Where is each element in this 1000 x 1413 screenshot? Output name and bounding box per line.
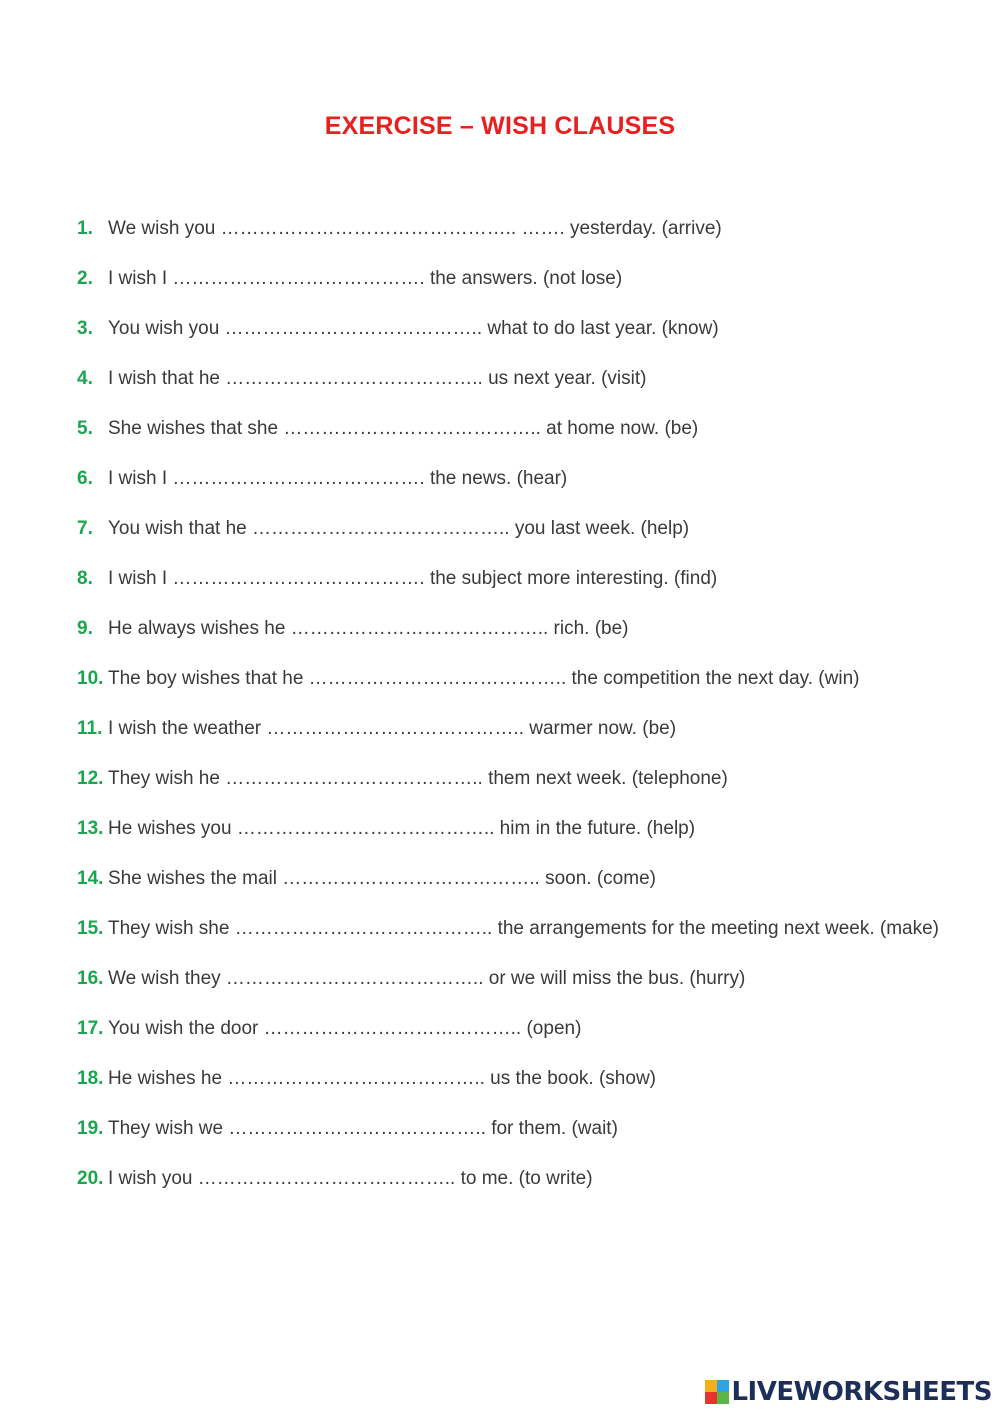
item-sentence bbox=[108, 912, 939, 962]
exercise-item bbox=[77, 462, 977, 512]
sentence-start: You wish that he bbox=[108, 518, 253, 539]
item-sentence bbox=[108, 212, 722, 262]
sentence-end: to me. (to write) bbox=[455, 1168, 593, 1189]
sentence-end: soon. (come) bbox=[539, 868, 656, 889]
answer-blank[interactable]: …………………………………. bbox=[172, 268, 425, 289]
sentence-start: I wish I bbox=[108, 568, 173, 589]
sentence-start: I wish I bbox=[108, 468, 173, 489]
sentence-end: the subject more interesting. (find) bbox=[424, 568, 718, 589]
answer-blank[interactable]: ………………………………….. bbox=[227, 1068, 485, 1089]
answer-blank[interactable]: ………………………………….. bbox=[197, 1168, 456, 1189]
exercise-item bbox=[77, 262, 977, 312]
answer-blank[interactable]: ………………………………….. bbox=[225, 368, 483, 389]
answer-blank[interactable]: ………………………………….. bbox=[266, 718, 524, 739]
item-number: 15. bbox=[77, 918, 104, 939]
liveworksheets-logo-icon bbox=[705, 1380, 729, 1404]
sentence-start: I wish that he bbox=[108, 368, 226, 389]
item-number: 6. bbox=[77, 468, 93, 489]
item-number: 19. bbox=[77, 1118, 104, 1139]
item-number: 13. bbox=[77, 818, 104, 839]
answer-blank[interactable]: ………………………………….. bbox=[283, 418, 541, 439]
sentence-end: (open) bbox=[521, 1018, 582, 1039]
sentence-end: for them. (wait) bbox=[485, 1118, 618, 1139]
exercise-item bbox=[77, 1112, 977, 1162]
logo-tile-blue bbox=[717, 1380, 729, 1392]
sentence-start: He wishes he bbox=[108, 1068, 228, 1089]
sentence-start: We wish they bbox=[108, 968, 226, 989]
item-sentence bbox=[108, 1062, 656, 1112]
exercise-item bbox=[77, 562, 977, 612]
exercise-item bbox=[77, 212, 977, 262]
sentence-start: She wishes that she bbox=[108, 418, 284, 439]
sentence-start: They wish he bbox=[108, 768, 226, 789]
sentence-end: or we will miss the bus. (hurry) bbox=[483, 968, 746, 989]
item-number: 11. bbox=[77, 718, 103, 739]
exercise-item bbox=[77, 662, 977, 712]
exercise-item bbox=[77, 762, 977, 812]
item-number: 9. bbox=[77, 618, 93, 639]
exercise-list bbox=[77, 212, 977, 1212]
item-sentence bbox=[108, 812, 695, 862]
sentence-end: the competition the next day. (win) bbox=[566, 668, 860, 689]
item-number: 17. bbox=[77, 1018, 104, 1039]
exercise-item bbox=[77, 312, 977, 362]
answer-blank[interactable]: ………………………………….. bbox=[228, 1118, 486, 1139]
item-number: 12. bbox=[77, 768, 104, 789]
exercise-item bbox=[77, 512, 977, 562]
exercise-item bbox=[77, 712, 977, 762]
item-number: 8. bbox=[77, 568, 93, 589]
item-sentence bbox=[108, 1112, 618, 1162]
exercise-item bbox=[77, 362, 977, 412]
exercise-item bbox=[77, 1012, 977, 1062]
answer-blank[interactable]: …………………………………. bbox=[172, 468, 425, 489]
exercise-item bbox=[77, 812, 977, 862]
item-sentence bbox=[108, 412, 698, 462]
answer-blank[interactable]: ………………………………….. bbox=[224, 318, 483, 339]
sentence-start: You wish the door bbox=[108, 1018, 264, 1039]
exercise-item bbox=[77, 412, 977, 462]
answer-blank[interactable]: …………………………………. bbox=[172, 568, 425, 589]
exercise-item bbox=[77, 962, 977, 1012]
answer-blank[interactable]: ………………………………….. bbox=[252, 518, 510, 539]
sentence-end: us the book. (show) bbox=[484, 1068, 656, 1089]
sentence-end: the arrangements for the meeting next week. (make) bbox=[492, 918, 940, 939]
exercise-item bbox=[77, 912, 977, 962]
exercise-item bbox=[77, 862, 977, 912]
item-sentence bbox=[108, 1162, 593, 1212]
exercise-item bbox=[77, 1062, 977, 1112]
item-sentence bbox=[108, 362, 646, 412]
item-sentence bbox=[108, 312, 719, 362]
item-number: 10. bbox=[77, 668, 104, 689]
item-sentence bbox=[108, 1012, 581, 1062]
item-number: 16. bbox=[77, 968, 104, 989]
sentence-start: The boy wishes that he bbox=[108, 668, 309, 689]
logo-tile-red bbox=[705, 1392, 717, 1404]
sentence-start: You wish you bbox=[108, 318, 225, 339]
answer-blank[interactable]: ………………………………….. bbox=[263, 1018, 522, 1039]
sentence-end: them next week. (telephone) bbox=[482, 768, 728, 789]
item-number: 3. bbox=[77, 318, 93, 339]
brand-watermark bbox=[705, 1377, 992, 1407]
item-sentence bbox=[108, 962, 745, 1012]
page-title: EXERCISE – WISH CLAUSES bbox=[324, 112, 676, 140]
item-sentence bbox=[108, 462, 567, 512]
sentence-end: you last week. (help) bbox=[509, 518, 690, 539]
item-number: 5. bbox=[77, 418, 93, 439]
sentence-start: He always wishes he bbox=[108, 618, 291, 639]
item-number: 4. bbox=[77, 368, 93, 389]
item-sentence bbox=[108, 562, 717, 612]
answer-blank[interactable]: ………………………………….. bbox=[282, 868, 540, 889]
item-sentence bbox=[108, 262, 622, 312]
sentence-start: I wish you bbox=[108, 1168, 198, 1189]
exercise-item bbox=[77, 612, 977, 662]
sentence-end: the answers. (not lose) bbox=[424, 268, 623, 289]
item-sentence bbox=[108, 712, 676, 762]
item-number: 20. bbox=[77, 1168, 104, 1189]
sentence-end: what to do last year. (know) bbox=[482, 318, 719, 339]
answer-blank[interactable]: ………………………………….. bbox=[234, 918, 493, 939]
item-sentence bbox=[108, 762, 728, 812]
sentence-start: We wish you bbox=[108, 218, 221, 239]
answer-blank[interactable]: ………………………………….. bbox=[225, 768, 483, 789]
item-number: 18. bbox=[77, 1068, 104, 1089]
sentence-start: I wish I bbox=[108, 268, 173, 289]
item-number: 2. bbox=[77, 268, 93, 289]
sentence-end: him in the future. (help) bbox=[494, 818, 696, 839]
answer-blank[interactable]: ………………………………….. bbox=[308, 668, 567, 689]
answer-blank[interactable]: ………………………………….. bbox=[290, 618, 549, 639]
sentence-end: warmer now. (be) bbox=[523, 718, 677, 739]
sentence-end: rich. (be) bbox=[548, 618, 629, 639]
sentence-end: yesterday. (arrive) bbox=[564, 218, 722, 239]
answer-blank[interactable]: ………………………………….. bbox=[225, 968, 484, 989]
sentence-start: She wishes the mail bbox=[108, 868, 283, 889]
logo-tile-yellow bbox=[705, 1380, 717, 1392]
answer-blank[interactable]: ……………………………………….. ……. bbox=[220, 218, 565, 239]
answer-blank[interactable]: ………………………………….. bbox=[236, 818, 495, 839]
sentence-start: They wish she bbox=[108, 918, 235, 939]
item-sentence bbox=[108, 862, 656, 912]
item-sentence bbox=[108, 662, 859, 712]
exercise-item bbox=[77, 1162, 977, 1212]
item-number: 1. bbox=[77, 218, 93, 239]
brand-name: LIVEWORKSHEETS bbox=[731, 1377, 992, 1407]
sentence-start: He wishes you bbox=[108, 818, 237, 839]
item-number: 14. bbox=[77, 868, 104, 889]
item-number: 7. bbox=[77, 518, 93, 539]
item-sentence bbox=[108, 512, 689, 562]
sentence-start: I wish the weather bbox=[108, 718, 267, 739]
item-sentence bbox=[108, 612, 629, 662]
sentence-end: at home now. (be) bbox=[540, 418, 699, 439]
logo-tile-green bbox=[717, 1392, 729, 1404]
sentence-start: They wish we bbox=[108, 1118, 229, 1139]
sentence-end: us next year. (visit) bbox=[482, 368, 647, 389]
sentence-end: the news. (hear) bbox=[424, 468, 568, 489]
